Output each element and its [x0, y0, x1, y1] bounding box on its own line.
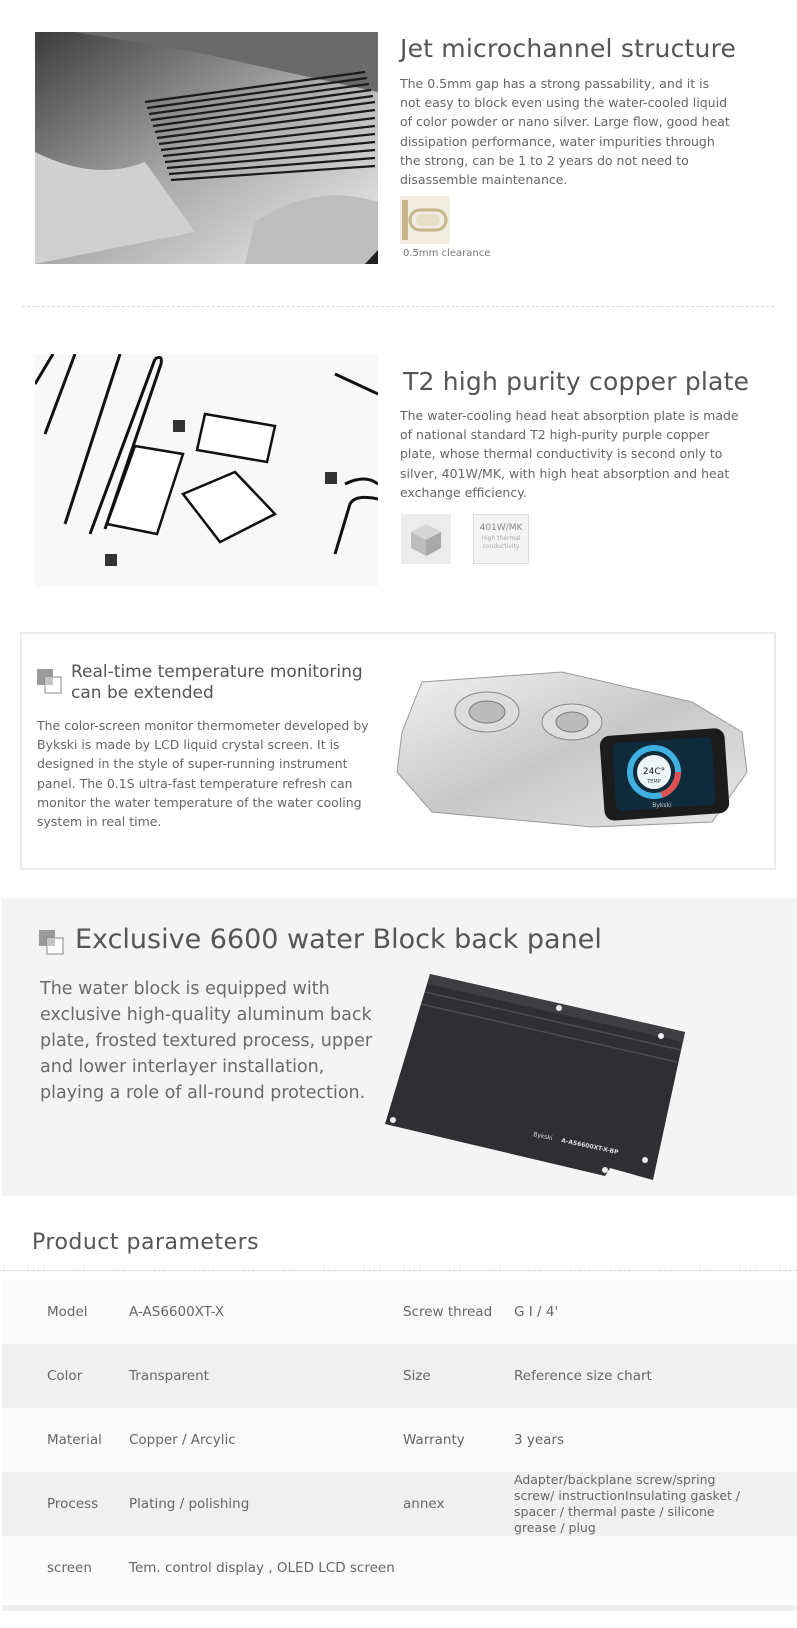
section1-text: The 0.5mm gap has a strong passability, and it is not easy to block even using the water-cooled liquid of color powder or nano silver. Large flow, good heat dissipation performance, water impurities through the strong, can be 1 to 2 years do not need to disassemble maintenance. — [400, 76, 730, 188]
section2-text: The water-cooling head heat absorption plate is made of national standard T2 high-purity purple copper plate, whose thermal conductivity is second only to silver, 401W/MK, with high heat absorption and heat exchange efficiency. — [400, 408, 739, 500]
conductivity-value: 401W/MK — [479, 523, 523, 533]
table-row — [2, 1344, 797, 1408]
screen-temperature: 24C° — [642, 767, 666, 777]
table-row — [2, 1408, 797, 1472]
param-value: G I / 4' — [514, 1304, 559, 1320]
param-value: 3 years — [514, 1432, 565, 1448]
param-value: Tem. control display , OLED LCD screen — [129, 1560, 395, 1576]
param-key: annex — [403, 1496, 445, 1512]
params-table — [2, 1280, 797, 1600]
copper-plate-image — [35, 354, 378, 586]
section-square-icon — [39, 930, 65, 956]
thermometer-block-image — [392, 662, 762, 842]
param-key: Screw thread — [403, 1304, 493, 1320]
section2-title: T2 high purity copper plate — [403, 367, 750, 396]
temperature-monitor-card — [20, 632, 776, 870]
param-value: Plating / polishing — [129, 1496, 250, 1512]
param-key: Color — [47, 1368, 83, 1384]
param-key: Size — [403, 1368, 431, 1384]
param-key: Material — [47, 1432, 102, 1448]
param-value: Reference size chart — [514, 1368, 652, 1384]
table-footer-bar — [2, 1605, 797, 1611]
backplate-section — [2, 898, 797, 1196]
section1-title: Jet microchannel structure — [400, 34, 737, 63]
param-key: screen — [47, 1560, 92, 1576]
thermal-conductivity-badge — [473, 514, 529, 564]
microchannel-image — [35, 32, 378, 264]
conductivity-label: High thermal conductivity — [481, 535, 521, 550]
section-square-icon — [37, 669, 63, 695]
plate-brand: Bykski — [532, 1131, 554, 1142]
section4-title: Exclusive 6600 water Block back panel — [75, 924, 602, 955]
param-key: Process — [47, 1496, 99, 1512]
screen-brand: Bykski — [652, 802, 672, 809]
param-value: A-AS6600XT-X — [129, 1304, 225, 1320]
params-title: Product parameters — [32, 1230, 260, 1255]
section3-text: The color-screen monitor thermometer developed by Bykski is made by LCD liquid crystal screen. It is designed in the style of super-running instrument panel. The 0.1S ultra-fast temperature refresh can monitor the water temperature of the water cooling system in real time. — [37, 718, 369, 830]
param-value: Transparent — [129, 1368, 209, 1384]
param-key: Warranty — [403, 1432, 465, 1448]
clearance-caption: 0.5mm clearance — [403, 248, 491, 259]
backplate-image — [385, 970, 690, 1180]
table-row — [2, 1536, 797, 1600]
section3-title — [71, 662, 363, 704]
clearance-icon — [400, 196, 450, 244]
param-key: Model — [47, 1304, 88, 1320]
section-divider — [22, 306, 774, 307]
screen-temp-label: TEMP — [647, 779, 661, 785]
section3-title-line2: can be extended — [71, 683, 214, 703]
plate-model: A-AS6600XT-X-BP — [560, 1137, 620, 1157]
param-value: Copper / Arcylic — [129, 1432, 236, 1448]
param-value: Adapter/backplane screw/spring screw/ instructionInsulating gasket / spacer / thermal paste / silicone grease / plug — [514, 1472, 741, 1535]
table-row — [2, 1472, 797, 1536]
section4-text: The water block is equipped with exclusive high-quality aluminum back plate, frosted textured process, upper and lower interlayer installation, playing a role of all-round protection. — [40, 979, 373, 1103]
copper-cube-icon — [401, 514, 451, 564]
section3-title-line1: Real-time temperature monitoring — [71, 662, 363, 682]
params-divider — [2, 1270, 797, 1271]
table-row — [2, 1280, 797, 1344]
